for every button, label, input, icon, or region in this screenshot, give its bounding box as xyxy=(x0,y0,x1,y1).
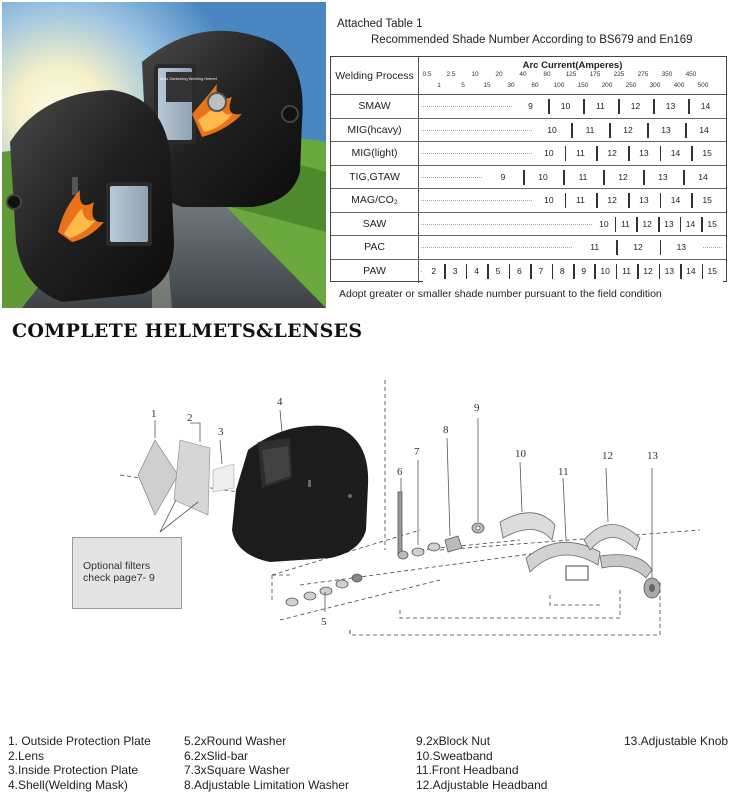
shade-row xyxy=(331,213,726,237)
shade-separator xyxy=(571,123,573,138)
shade-row xyxy=(331,189,726,213)
part-number-9: 9 xyxy=(474,402,480,414)
header-arc-current-title: Arc Current(Amperes) xyxy=(522,60,623,71)
shade-number: 14 xyxy=(688,95,723,118)
part-square-washers xyxy=(412,543,440,556)
parts-list-item: 11.Front Headband xyxy=(416,763,519,777)
shade-number: 10 xyxy=(523,166,563,189)
scale-top-label: 125 xyxy=(565,71,577,78)
shade-number: 10 xyxy=(533,189,565,212)
shade-number: 10 xyxy=(533,119,571,142)
shade-number: 12 xyxy=(636,213,658,236)
shade-separator xyxy=(563,170,565,185)
shade-number: 15 xyxy=(691,189,723,212)
shade-number: 9 xyxy=(483,166,523,189)
parts-list-item: 7.3xSquare Washer xyxy=(184,763,290,777)
shade-separator xyxy=(573,264,575,279)
shade-separator xyxy=(643,170,645,185)
shade-separator xyxy=(683,170,685,185)
shade-separator xyxy=(691,193,693,208)
shade-number: 4 xyxy=(466,260,487,284)
scale-bottom-label: 60 xyxy=(531,82,539,89)
shade-number: 10 xyxy=(593,213,615,236)
shade-separator xyxy=(565,193,567,208)
shade-table xyxy=(330,56,727,282)
part-number-4: 4 xyxy=(277,396,283,408)
part-sweatband xyxy=(500,513,555,540)
scale-top-label: 450 xyxy=(685,71,697,78)
scale-bottom-label: 200 xyxy=(601,82,613,89)
shade-number: 5 xyxy=(487,260,508,284)
shade-separator xyxy=(680,217,682,232)
part-number-10: 10 xyxy=(515,448,526,460)
shade-separator xyxy=(701,217,703,232)
optional-filters-line2: check page7- 9 xyxy=(83,572,155,584)
shade-number: 3 xyxy=(444,260,465,284)
shade-number: 12 xyxy=(637,260,658,284)
shade-number: 11 xyxy=(571,119,609,142)
part-round-washers xyxy=(286,574,362,606)
shade-number: 11 xyxy=(616,260,637,284)
scale-top-label: 80 xyxy=(543,71,551,78)
parts-list-item: 12.Adjustable Headband xyxy=(416,777,548,792)
scale-bottom-label: 400 xyxy=(673,82,685,89)
parts-list-item: 4.Shell(Welding Mask) xyxy=(8,777,128,792)
shade-separator xyxy=(659,264,661,279)
table-caption-subtitle: Recommended Shade Number According to BS679 and En169 xyxy=(371,34,693,46)
shade-separator xyxy=(530,264,532,279)
parts-list-item: 10.Sweatband xyxy=(416,748,493,763)
part-outside-protection-plate xyxy=(138,440,178,515)
shade-number: 11 xyxy=(565,189,597,212)
scale-bottom-label: 300 xyxy=(649,82,661,89)
shade-number: 13 xyxy=(647,119,685,142)
shade-separator xyxy=(702,264,704,279)
shade-separator xyxy=(660,240,662,255)
part-limitation-washer xyxy=(445,536,462,552)
table-caption xyxy=(337,16,693,48)
shade-separator xyxy=(688,99,690,114)
shade-separator xyxy=(615,217,617,232)
shade-number: 13 xyxy=(653,95,688,118)
shade-separator xyxy=(660,146,662,161)
shade-separator xyxy=(628,193,630,208)
process-name: MAG/CO₂ xyxy=(331,189,419,212)
shade-number: 14 xyxy=(660,189,692,212)
part-number-5: 5 xyxy=(321,616,327,628)
shade-separator xyxy=(487,264,489,279)
leader-filters-b xyxy=(160,500,176,532)
parts-list-item: 9.2xBlock Nut xyxy=(416,734,491,748)
shade-number: 2 xyxy=(423,260,444,284)
process-name: PAC xyxy=(331,236,419,259)
shade-number: 14 xyxy=(660,142,692,165)
scale-bottom-label: 30 xyxy=(507,82,515,89)
process-name: MIG(hcavy) xyxy=(331,119,419,142)
shade-number: 11 xyxy=(565,142,597,165)
shade-separator xyxy=(680,264,682,279)
shade-number: 12 xyxy=(603,166,643,189)
shade-number: 12 xyxy=(616,236,659,259)
optional-filters-note xyxy=(72,537,182,609)
shade-number: 13 xyxy=(628,189,660,212)
visor-text: Auto Darkening Welding Helmet xyxy=(160,76,217,81)
shade-number: 11 xyxy=(573,236,616,259)
shade-number: 13 xyxy=(659,260,680,284)
part-shell-welding-mask xyxy=(232,426,368,562)
leader-filters xyxy=(160,502,198,532)
helmet-photo xyxy=(2,2,326,308)
scale-top-label: 225 xyxy=(613,71,625,78)
part-number-8: 8 xyxy=(443,424,449,436)
process-name: SMAW xyxy=(331,95,419,118)
part-number-3: 3 xyxy=(218,426,224,438)
scale-top-label: 40 xyxy=(519,71,527,78)
part-inside-protection-plate xyxy=(213,464,234,492)
parts-list-item: 2.Lens xyxy=(8,748,45,763)
scale-top-label: 175 xyxy=(589,71,601,78)
section-title: COMPLETE HELMETS&LENSES xyxy=(12,320,363,342)
shade-separator xyxy=(616,264,618,279)
shade-number: 11 xyxy=(563,166,603,189)
scale-top-label: 20 xyxy=(495,71,503,78)
scale-bottom-label: 250 xyxy=(625,82,637,89)
helmet-photo-illustration xyxy=(2,2,326,308)
shade-row xyxy=(331,260,726,284)
shade-number: 14 xyxy=(685,119,723,142)
shade-number: 7 xyxy=(530,260,551,284)
optional-filters-line1: Optional filters xyxy=(83,560,151,572)
parts-list-item: 5.2xRound Washer xyxy=(184,734,287,748)
shade-separator xyxy=(552,264,554,279)
shade-separator xyxy=(594,264,596,279)
shade-separator xyxy=(691,146,693,161)
shade-number: 6 xyxy=(509,260,530,284)
shade-separator xyxy=(637,264,639,279)
shade-number: 13 xyxy=(643,166,683,189)
parts-list-item: 3.Inside Protection Plate xyxy=(8,763,139,777)
header-welding-process: Welding Process xyxy=(331,57,419,95)
part-number-1: 1 xyxy=(151,408,157,420)
header-arc-current xyxy=(419,57,726,95)
shade-row xyxy=(331,95,726,119)
shade-number: 12 xyxy=(609,119,647,142)
table-caption-title: Attached Table 1 xyxy=(337,18,423,30)
shade-number: 12 xyxy=(596,142,628,165)
scale-bottom-label: 150 xyxy=(577,82,589,89)
scale-top-label: 10 xyxy=(471,71,479,78)
shade-number: 8 xyxy=(552,260,573,284)
shade-separator xyxy=(509,264,511,279)
shade-number: 15 xyxy=(691,142,723,165)
part-number-6: 6 xyxy=(397,466,403,478)
part-number-11: 11 xyxy=(558,466,569,478)
shade-number: 14 xyxy=(680,260,701,284)
shade-separator xyxy=(596,146,598,161)
shade-separator xyxy=(685,123,687,138)
parts-list-item: 13.Adjustable Knob xyxy=(624,734,729,748)
scale-bottom-label: 100 xyxy=(553,82,565,89)
process-name: MIG(light) xyxy=(331,142,419,165)
scale-top-label: 0.5 xyxy=(422,71,432,78)
shade-number: 10 xyxy=(533,142,565,165)
shade-row xyxy=(331,236,726,260)
shade-number: 11 xyxy=(583,95,618,118)
part-slid-bars xyxy=(398,492,408,559)
shade-number: 13 xyxy=(660,236,703,259)
shade-number: 12 xyxy=(596,189,628,212)
parts-list-item: 6.2xSlid-bar xyxy=(184,748,249,763)
scale-top-label: 350 xyxy=(661,71,673,78)
shade-separator xyxy=(616,240,618,255)
shade-number: 9 xyxy=(573,260,594,284)
shade-separator xyxy=(466,264,468,279)
shade-row xyxy=(331,119,726,143)
process-name: TIG,GTAW xyxy=(331,166,419,189)
shade-number: 12 xyxy=(618,95,653,118)
shade-separator xyxy=(647,123,649,138)
shade-row xyxy=(331,166,726,190)
shade-separator xyxy=(658,217,660,232)
shade-number: 13 xyxy=(658,213,680,236)
shade-number: 9 xyxy=(513,95,548,118)
helmet-front xyxy=(7,90,174,302)
part-number-13: 13 xyxy=(647,450,658,462)
scale-bottom-label: 500 xyxy=(697,82,709,89)
part-lens xyxy=(174,440,210,515)
parts-list-item: 1. Outside Protection Plate xyxy=(8,734,151,748)
shade-number: 15 xyxy=(702,260,723,284)
part-block-nuts xyxy=(472,523,484,533)
table-note: Adopt greater or smaller shade number pursuant to the field condition xyxy=(339,288,662,300)
shade-row xyxy=(331,142,726,166)
shade-number: 15 xyxy=(701,213,723,236)
shade-separator xyxy=(653,99,655,114)
shade-separator xyxy=(523,170,525,185)
shade-separator xyxy=(609,123,611,138)
part-number-7: 7 xyxy=(414,446,420,458)
shade-separator xyxy=(636,217,638,232)
part-adjustable-knob xyxy=(644,578,660,598)
scale-top-label: 2.5 xyxy=(446,71,456,78)
process-name: PAW xyxy=(331,260,419,284)
shade-number: 13 xyxy=(628,142,660,165)
shade-number: 10 xyxy=(548,95,583,118)
shade-number: 10 xyxy=(594,260,615,284)
shade-separator xyxy=(565,146,567,161)
scale-bottom-label: 15 xyxy=(483,82,491,89)
process-name: SAW xyxy=(331,213,419,236)
shade-separator xyxy=(548,99,550,114)
shade-separator xyxy=(603,170,605,185)
scale-bottom-label: 1 xyxy=(437,82,441,89)
scale-top-label: 275 xyxy=(637,71,649,78)
shade-separator xyxy=(628,146,630,161)
parts-list xyxy=(0,734,750,800)
parts-list-item: 8.Adjustable Limitation Washer xyxy=(184,777,349,792)
shade-separator xyxy=(660,193,662,208)
scale-bottom-label: 5 xyxy=(461,82,465,89)
shade-separator xyxy=(596,193,598,208)
shade-number: 11 xyxy=(615,213,637,236)
shade-number: 14 xyxy=(683,166,723,189)
shade-separator xyxy=(618,99,620,114)
number-leaders xyxy=(155,410,652,612)
shade-separator xyxy=(583,99,585,114)
part-number-12: 12 xyxy=(602,450,613,462)
part-number-2: 2 xyxy=(187,412,193,424)
shade-number: 14 xyxy=(680,213,702,236)
shade-separator xyxy=(444,264,446,279)
